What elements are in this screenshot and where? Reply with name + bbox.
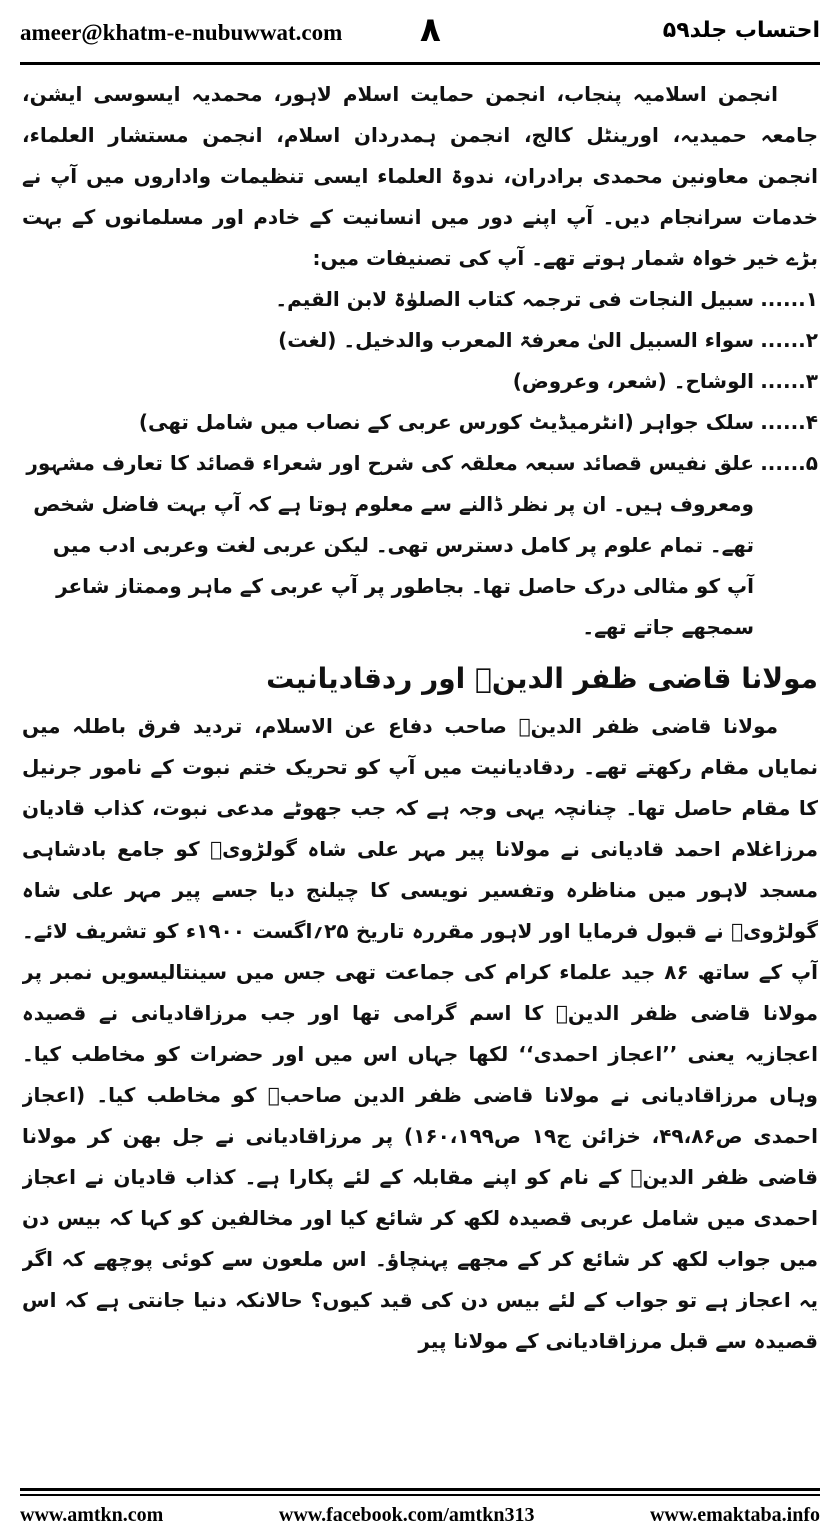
page-footer bbox=[20, 1504, 820, 1534]
header-email: ameer@khatm-e-nubuwwat.com bbox=[20, 20, 343, 45]
list-item-number: ۳...... bbox=[760, 369, 818, 393]
list-item-text: سواء السبیل الیٰ معرفۃ المعرب والدخیل۔ (لغت) bbox=[278, 328, 754, 352]
list-item-number: ۴...... bbox=[760, 410, 818, 434]
list-item bbox=[22, 279, 818, 320]
header-rule bbox=[20, 62, 820, 65]
works-list bbox=[22, 279, 818, 648]
page-number: ۸ bbox=[420, 10, 441, 50]
list-item-number: ۲...... bbox=[760, 328, 818, 352]
running-title: احتساب جلد۵۹ bbox=[662, 18, 820, 43]
footer-link-emaktaba[interactable]: www.emaktaba.info bbox=[649, 1504, 820, 1526]
footer-link-amtkn[interactable]: www.amtkn.com bbox=[20, 1504, 164, 1526]
list-item bbox=[22, 402, 818, 443]
list-item-text: سبیل النجات فی ترجمہ کتاب الصلوٰۃ لابن القیم۔ bbox=[275, 287, 754, 311]
list-item-text: سلک جواہر (انٹرمیڈیٹ کورس عربی کے نصاب میں شامل تھی) bbox=[138, 410, 754, 434]
section-heading: مولانا قاضی ظفر الدینؒ اور ردقادیانیت bbox=[266, 662, 818, 695]
list-item-number: ۱...... bbox=[760, 287, 818, 311]
footer-rule bbox=[20, 1488, 820, 1491]
footer-link-facebook[interactable]: www.facebook.com/amtkn313 bbox=[278, 1504, 535, 1526]
main-paragraph: مولانا قاضی ظفر الدینؒ صاحب دفاع عن الاسلام، تردید فرق باطلہ میں نمایاں مقام رکھتے تھے۔ ردقادیانیت میں آپ کو تحریک ختم نبوت کے نامور جرنیل کا مقام حاصل تھا۔ چنانچہ یہی وجہ ہے کہ جب جھوٹے مدعی نبوت، کذاب قادیان مرزاغلام احمد قادیانی نے مولانا پیر مہر علی شاہ گولڑویؒ کو جامع بادشاہی مسجد لاہور میں مناظرہ وتفسیر نویسی کا چیلنج دیا جسے پیر مہر علی شاہ گولڑویؒ نے قبول فرمایا اور لاہور مقررہ تاریخ ۲۵؍اگست ۱۹۰۰ء کو تشریف لائے۔ آپ کے ساتھ ۸۶ جید علماء کرام کی جماعت تھی جس میں سینتالیسویں نمبر پر مولانا قاضی ظفر الدینؒ کا اسم گرامی تھا اور جب مرزاقادیانی نے قصیدہ اعجازیہ یعنی ’’اعجاز احمدی‘‘ لکھا جہاں اس میں اور حضرات کو مخاطب کیا۔ وہاں مرزاقادیانی نے مولانا قاضی ظفر الدین صاحبؒ کو مخاطب کیا۔ (اعجاز احمدی ص۴۹،۸۶، خزائن ج۱۹ ص۱۶۰،۱۹۹) پر مرزاقادیانی نے جل بھن کر مولانا قاضی ظفر الدینؒ کے نام کو اپنے مقابلہ کے لئے پکارا ہے۔ کذاب قادیان نے اعجاز احمدی میں شامل عربی قصیدہ لکھ کر شائع کیا اور مخالفین کو کہا کہ بیس دن میں جواب لکھ کر شائع کر کے مجھے پہنچاؤ۔ اس ملعون سے کوئی پوچھے کہ اگر یہ اعجاز ہے تو جواب کے لئے بیس دن کی قید کیوں؟ حالانکہ دنیا جانتی ہے کہ اس قصیدہ سے قبل مرزاقادیانی کے مولانا پیر bbox=[22, 714, 818, 1353]
page-header bbox=[20, 10, 820, 56]
list-item-text: علق نفیس قصائد سبعہ معلقہ کی شرح اور شعراء قصائد کا تعارف مشہور ومعروف ہیں۔ ان پر نظر ڈالنے سے معلوم ہوتا ہے کہ آپ بہت فاضل شخص تھے۔ تمام علوم پر کامل دسترس تھی۔ لیکن عربی لغت وعربی ادب میں آپ کو مثالی درک حاصل تھا۔ بجاطور پر آپ عربی کے ماہر وممتاز شاعر سمجھے جاتے تھے۔ bbox=[26, 451, 754, 639]
list-item bbox=[22, 443, 818, 648]
list-item bbox=[22, 320, 818, 361]
intro-paragraph: انجمن اسلامیہ پنجاب، انجمن حمایت اسلام لاہور، محمدیہ ایسوسی ایشن، جامعہ حمیدیہ، اورینٹل کالج، انجمن ہمدردان اسلام، انجمن مستشار العلماء، انجمن معاونین محمدی برادران، ندوۃ العلماء ایسی تنظیمات واداروں میں آپ نے خدمات سرانجام دیں۔ آپ اپنے دور میں انسانیت کے خادم اور مسلمانوں کے بہت بڑے خیر خواہ شمار ہوتے تھے۔ آپ کی تصنیفات میں: bbox=[22, 82, 818, 270]
footer-rule-thin bbox=[20, 1494, 820, 1496]
list-item-number: ۵...... bbox=[760, 451, 818, 475]
list-item-text: الوشاح۔ (شعر، وعروض) bbox=[512, 369, 754, 393]
page-body bbox=[22, 74, 818, 1474]
list-item bbox=[22, 361, 818, 402]
